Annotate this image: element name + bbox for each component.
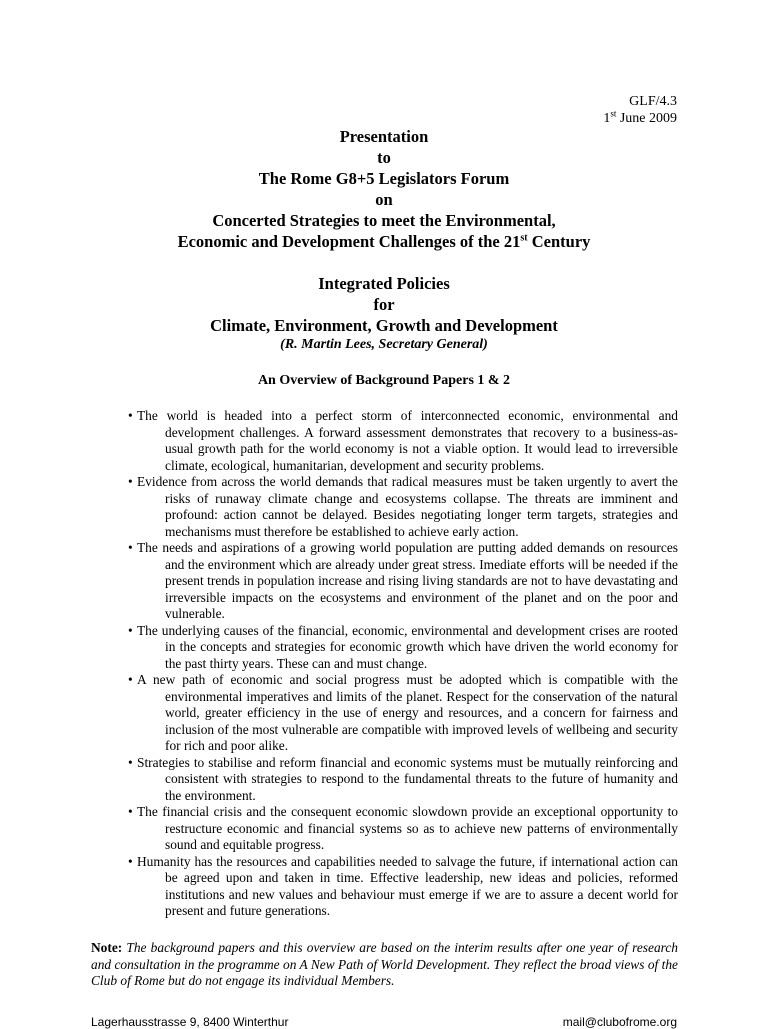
century-text: Century <box>527 232 591 251</box>
reference-date <box>603 110 677 127</box>
footer-address: Lagerhausstrasse 9, 8400 Winterthur <box>91 1015 289 1029</box>
heading-line-to: to <box>377 148 391 167</box>
note-text: The background papers and this overview are based on the interim results after one year of research and consultation in the programme on A New Path of World Development. They reflect the broad views of the Club of Rome but do not engage its individual Members. <box>91 940 678 988</box>
list-item: • A new path of economic and social progress must be adopted which is compatible with the environmental imperatives and limits of the planet. Respect for the conservation of the natural world, greater efficiency in the use of energy and resources, and a concern for fairness and inclusion of the most vulnerable are compatible with improved levels of wellbeing and security for rich and poor alike. <box>128 672 678 753</box>
heading-line-strategies: Concerted Strategies to meet the Environmental, <box>212 211 556 230</box>
document-reference <box>603 93 677 127</box>
bullet-icon: • <box>128 408 133 423</box>
bullet-icon: • <box>128 540 133 555</box>
note-label: Note: <box>91 940 123 955</box>
bullet-icon: • <box>128 622 133 638</box>
heading-line-on: on <box>375 190 393 209</box>
document-heading <box>0 126 768 354</box>
footer-email[interactable]: mail@clubofrome.org <box>562 1015 677 1029</box>
list-item: • The needs and aspirations of a growing world population are putting added demands on resources and the environment which are already under great stress. Imediate efforts will be needed if the present trends in population increase and rising living standards are not to have devastating and irreversible impacts on the ecosystems and environment of the planet and on the poor and vulnerable. <box>128 540 678 621</box>
heading-line-for: for <box>373 295 395 314</box>
heading-line-challenges <box>0 231 768 252</box>
date-day: 1 <box>603 111 611 126</box>
heading-line-forum: The Rome G8+5 Legislators Forum <box>258 169 510 188</box>
heading-line-integrated-policies: Integrated Policies <box>318 274 450 293</box>
note-paragraph <box>91 940 678 990</box>
reference-code: GLF/4.3 <box>629 94 677 109</box>
list-item: • Strategies to stabilise and reform financial and economic systems must be mutually reinforcing and consistent with strategies to respond to the fundamental threats to the future of humanity and the environment. <box>128 754 678 803</box>
list-item: • The financial crisis and the consequent economic slowdown provide an exceptional opportunity to restructure economic and financial systems so as to achieve new patterns of environmentally sound and equitable progress. <box>128 804 678 852</box>
bullet-icon: • <box>128 754 133 770</box>
heading-line-presentation: Presentation <box>339 127 429 146</box>
list-item: • The world is headed into a perfect storm of interconnected economic, environmental and development challenges. A forward assessment demonstrates that recovery to a business-as-usual growth path for the world economy is not a viable option. It would lead to irreversible climate, ecological, humanitarian, development and security problems. <box>128 408 678 473</box>
heading-line-climate: Climate, Environment, Growth and Development <box>210 316 558 335</box>
list-item: • Evidence from across the world demands that radical measures must be taken urgently to avert the risks of runaway climate change and ecosystems collapse. The threats are imminent and profound: action cannot be delayed. Besides negotiating longer term targets, strategies and mechanisms must therefore be established to achieve early action. <box>128 474 678 539</box>
bullet-icon: • <box>128 853 133 869</box>
bullet-icon: • <box>128 474 133 489</box>
bullet-list <box>128 408 678 920</box>
bullet-icon: • <box>128 804 133 819</box>
author-line: (R. Martin Lees, Secretary General) <box>280 337 488 352</box>
century-suffix: st <box>520 232 528 244</box>
list-item: • Humanity has the resources and capabilities needed to salvage the future, if international action can be agreed upon and taken in time. Effective leadership, new ideas and policies, reformed institutions and new values and behaviour must emerge if we are to assure a decent world for present and future generations. <box>128 853 678 918</box>
challenges-text: Economic and Development Challenges of the 21 <box>177 232 521 251</box>
list-item: • The underlying causes of the financial, economic, environmental and development crises are rooted in the concepts and strategies for economic growth which have driven the world economy for the past thirty years. These can and must change. <box>128 622 678 671</box>
date-rest: June 2009 <box>616 111 677 126</box>
overview-title: An Overview of Background Papers 1 & 2 <box>257 373 511 388</box>
date-suffix: st <box>610 108 617 119</box>
bullet-icon: • <box>128 672 133 687</box>
